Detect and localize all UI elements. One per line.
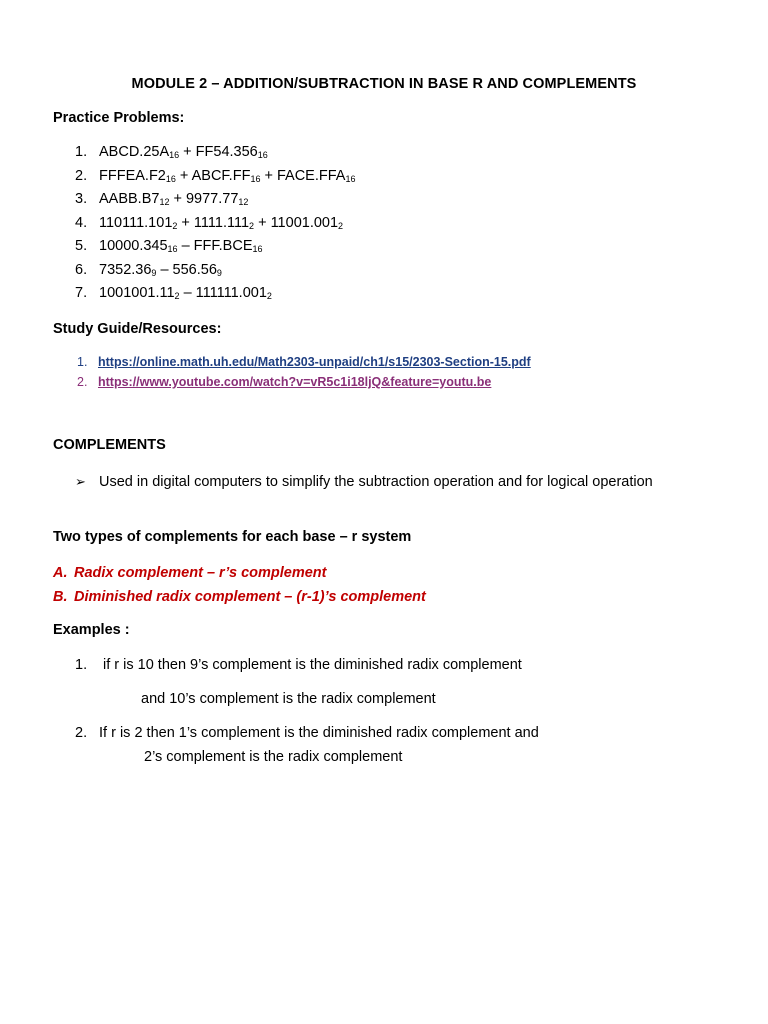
page-title: MODULE 2 – ADDITION/SUBTRACTION IN BASE R AND COMPLEMENTS	[131, 76, 637, 92]
practice-problem-list	[75, 141, 355, 306]
complement-type-item: A. Radix complement – r’s complement	[53, 565, 327, 581]
example-line: and 10’s complement is the radix complement	[141, 691, 436, 707]
practice-heading: Practice Problems:	[53, 110, 185, 126]
resource-item: 2. https://www.youtube.com/watch?v=vR5c1i18ljQ&feature=youtu.be	[77, 375, 492, 389]
problem-item: 1. $ABCD.25A_{16} + FF54.356_{16}$	[75, 144, 268, 160]
problem-item: 2. $FFFEA.F2_{16}$ + $ABCF.FF_{16}$ + $FACE.FFA_{16}$	[75, 167, 356, 184]
example-line: 2’s complement is the radix complement	[144, 749, 403, 765]
resource-link-pdf[interactable]: https://online.math.uh.edu/Math2303-unpaid/ch1/s15/2303-Section-15.pdf	[98, 355, 531, 369]
complement-type-item: B. Diminished radix complement – (r-1)’s complement	[53, 589, 426, 605]
problem-item: 3. $AABB.B7_{12} + 9977.77_{12}$	[75, 191, 249, 207]
complements-heading: COMPLEMENTS	[53, 437, 166, 453]
study-guide-heading: Study Guide/Resources:	[53, 321, 222, 337]
bullet-item	[75, 470, 675, 494]
bullet-text: Used in digital computers to simplify the subtraction operation and for logical operation	[99, 474, 653, 490]
example-line: If r is 2 then 1’s complement is the diminished radix complement and	[99, 725, 539, 741]
resource-link-list	[77, 352, 531, 392]
arrow-bullet-icon: ➢	[75, 474, 86, 489]
example-line: if r is 10 then 9’s complement is the diminished radix complement	[103, 657, 522, 673]
problem-item: 6. $7352.36_9 - 556.56_9$	[75, 261, 222, 278]
problem-item: 7. $1001001.11_2 - 111111.001_2$	[75, 285, 272, 301]
resource-item: 1. https://online.math.uh.edu/Math2303-unpaid/ch1/s15/2303-Section-15.pdf	[77, 355, 531, 369]
resource-link-youtube[interactable]: https://www.youtube.com/watch?v=vR5c1i18ljQ&feature=youtu.be	[98, 375, 492, 389]
problem-item: 5. $10000.345_{16} - FFF.BCE_{16}$	[75, 238, 263, 254]
examples-heading: Examples :	[53, 622, 130, 638]
complement-types-list	[53, 561, 426, 609]
example-number: 1.	[75, 657, 88, 673]
problem-item: 4. $110111.101_2 + 1111.111_2 + 11001.001_2$	[75, 214, 344, 231]
types-heading: Two types of complements for each base – r system	[53, 529, 412, 545]
example-number: 2.	[75, 725, 88, 741]
